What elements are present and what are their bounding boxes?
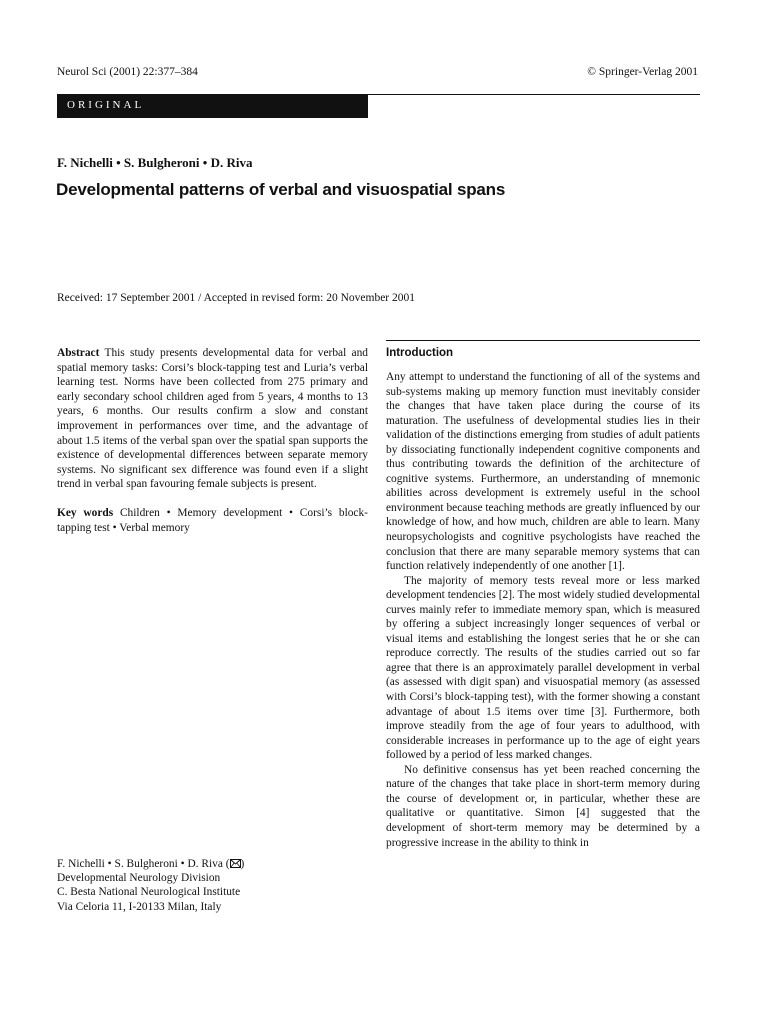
address-line-1: Developmental Neurology Division: [57, 872, 221, 885]
paragraph: Any attempt to understand the functioning of all of the systems and sub-systems making up memory function must inevitably consider the changes that have taken place during the course of its maturation. The usefulness of developmental studies lies in their validation of the distinctions emerging from studies of adult patients by dissociating functionally independent cognitive components and thus contributing towards the definition of the architecture of cognitive systems. Furthermore, an understanding of mnemonic abilities across development is extremely useful in the school environment because teaching methods are greatly influenced by our knowledge of how, and how much, children are able to learn. Many neuropsychologists and cognitive psychologists have reached the conclusion that there are many separable memory systems that can function relatively independently of one another [1].: [386, 371, 700, 573]
article-title: Developmental patterns of verbal and visuospatial spans: [56, 180, 506, 199]
article-authors: F. Nichelli • S. Bulgheroni • D. Riva: [57, 155, 253, 170]
address-line-3: Via Celoria 11, I-20133 Milan, Italy: [57, 900, 222, 913]
address-line-2: C. Besta National Neurological Institute: [57, 886, 241, 899]
article-type-banner: [57, 94, 368, 118]
header-rule: [368, 94, 700, 95]
introduction-body: [386, 370, 700, 850]
abstract: [57, 346, 368, 492]
abstract-text: This study presents developmental data for verbal and spatial memory tasks: Corsi’s block-tapping test and Luria’s verbal learning test. Norms have been collected from 275 primary and early secondary school children aged from 5 years, 4 months to 13 years, 6 months. Our results confirm a slow and constant improvement in performances over time, and the advantage of about 1.5 items of the verbal span over the spatial span supports the existence of developmental differences between separate memory systems. No significant sex difference was found even if a slight trend in verbal span favouring female subjects is present.: [57, 347, 368, 491]
introduction-column: [386, 340, 700, 850]
address-authors-close: ): [240, 858, 245, 870]
paragraph: No definitive consensus has yet been reached concerning the nature of the changes that take place in short-term memory during the course of development or, in particular, whether these are qualitative or quantitative. Simon [4] suggested that the development of short-term memory may be determined by a progressive increase in the ability to think in: [386, 763, 700, 849]
introduction-heading: Introduction: [386, 347, 454, 359]
address-authors-line: [57, 857, 368, 871]
received-dates: Received: 17 September 2001 / Accepted in revised form: 20 November 2001: [57, 292, 415, 304]
article-type-label: ORIGINAL: [67, 99, 145, 111]
envelope-icon: [230, 857, 241, 871]
keywords-label: Key words: [57, 506, 114, 519]
correspondence-address: [57, 857, 368, 914]
section-rule: [386, 340, 700, 341]
address-authors: F. Nichelli • S. Bulgheroni • D. Riva (: [57, 858, 230, 870]
keywords: [57, 506, 368, 535]
abstract-label: Abstract: [57, 347, 100, 359]
keywords-text: Children • Memory development • Corsi’s block-tapping test • Verbal memory: [57, 506, 368, 534]
copyright-notice: © Springer-Verlag 2001: [587, 66, 698, 78]
abstract-column: [57, 346, 368, 535]
paragraph: The majority of memory tests reveal more or less marked development tendencies [2]. The most widely studied developmental curves mainly refer to immediate memory span, which is measured by offering a subject increasingly longer sequences of verbal or visual items and establishing the longest series that he or she can reproduce correctly. The results of the studies carried out so far agree that there is an approximately parallel development in verbal (as assessed with digit span) and visuospatial memory (as assessed with Corsi’s block-tapping test), with the former showing a constant advantage of about 1.5 items over time [3]. Furthermore, both improve steadily from the age of four years to adulthood, with considerable increases in performance up to the age of eight years followed by a period of less marked changes.: [386, 574, 700, 762]
journal-citation: Neurol Sci (2001) 22:377–384: [57, 66, 198, 78]
